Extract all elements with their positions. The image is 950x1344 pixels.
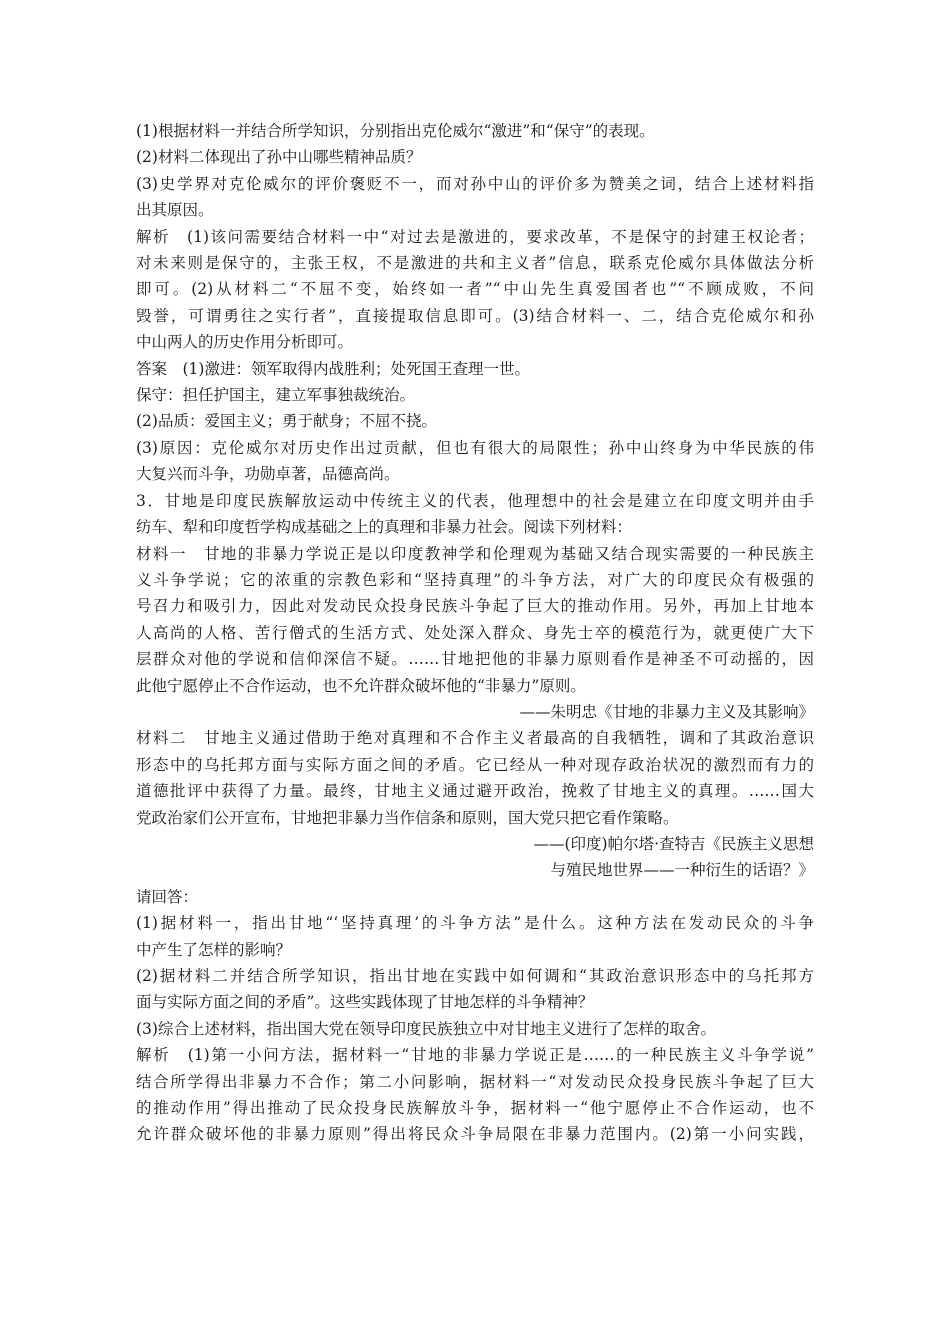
text-line: (3)原因：克伦威尔对历史作出过贡献，但也有很大的局限性；孙中山终身为中华民族的伟	[136, 438, 814, 457]
text-line: 人高尚的人格、苦行僧式的生活方式、处处深入群众、身先士卒的模范行为，就更使广大下	[136, 623, 814, 642]
text-line: 与殖民地世界——一种衍生的话语？》	[550, 861, 814, 880]
text-line: ——(印度)帕尔塔·查特吉《民族主义思想	[533, 834, 814, 853]
text-line: (1)根据材料一并结合所学知识，分别指出克伦威尔“激进”和“保守”的表现。	[136, 122, 655, 140]
text-line: 义斗争学说；它的浓重的宗教色彩和“坚持真理”的斗争方法，对广大的印度民众有极强的	[136, 570, 814, 589]
text-line: 毁誉，可谓勇往之实行者”，直接提取信息即可。(3)结合材料一、二，结合克伦威尔和孙	[136, 306, 814, 325]
text-line: 材料一 甘地的非暴力学说正是以印度教神学和伦理观为基础又结合现实需要的一种民族主	[136, 544, 814, 563]
text-line: 党政治家们公开宣布，甘地把非暴力当作信条和原则，国大党只把它看作策略。	[136, 808, 679, 827]
text-line: 大复兴而斗争，功勋卓著，品德高尚。	[136, 465, 400, 484]
text-line: 的推动作用”得出推动了民众投身民族解放斗争，据材料一“他宁愿停止不合作运动，也不	[136, 1099, 814, 1118]
text-line: 形态中的乌托邦方面与实际方面之间的矛盾。它已经从一种对现存政治状况的激烈而有力的	[136, 755, 814, 774]
text-line: (2)品质：爱国主义；勇于献身；不屈不挠。	[136, 412, 437, 431]
text-line: (2)据材料二并结合所学知识，指出甘地在实践中如何调和“其政治意识形态中的乌托邦方	[136, 967, 814, 985]
text-line: 此他宁愿停止不合作运动，也不允许群众破坏他的“非暴力”原则。	[136, 676, 586, 695]
text-line: 纺车、犁和印度哲学构成基础之上的真理和非暴力社会。阅读下列材料：	[136, 518, 633, 537]
text-line: 中山两人的历史作用分析即可。	[136, 333, 354, 352]
text-line: (3)综合上述材料，指出国大党在领导印度民族独立中对甘地主义进行了怎样的取舍。	[136, 1019, 716, 1038]
text-line: (2)材料二体现出了孙中山哪些精神品质？	[136, 148, 422, 167]
text-line: 层群众对他的学说和信仰深信不疑。……甘地把他的非暴力原则看作是神圣不可动摇的，因	[136, 650, 814, 669]
text-line: 中产生了怎样的影响？	[136, 940, 292, 959]
text-line: 号召力和吸引力，因此对发动民众投身民族斗争起了巨大的推动作用。另外，再加上甘地本	[136, 597, 814, 616]
text-line: 请回答：	[136, 887, 199, 906]
text-line: 解析 (1)该问需要结合材料一中“对过去是激进的，要求改革，不是保守的封建王权论者；	[136, 227, 814, 246]
text-line: 道德批评中获得了力量。最终，甘地主义通过避开政治，挽救了甘地主义的真理。……国大	[136, 782, 814, 801]
text-line: 出其原因。	[136, 201, 214, 220]
text-line: 保守：担任护国主，建立军事独裁统治。	[136, 386, 416, 405]
text-line: 允许群众破坏他的非暴力原则”得出将民众斗争局限在非暴力范围内。(2)第一小问实践，	[136, 1125, 814, 1144]
text-line: 结合所学得出非暴力不合作；第二小问影响，据材料一“对发动民众投身民族斗争起了巨大	[136, 1072, 814, 1091]
text-line: 材料二 甘地主义通过借助于绝对真理和不合作主义者最高的自我牺牲，调和了其政治意识	[136, 729, 814, 748]
text-line: 对未来则是保守的，主张王权，不是激进的共和主义者”信息，联系克伦威尔具体做法分析	[136, 254, 814, 273]
text-line: 3．甘地是印度民族解放运动中传统主义的代表，他理想中的社会是建立在印度文明并由手	[136, 491, 814, 510]
text-line: 面与实际方面之间的矛盾”。这些实践体现了甘地怎样的斗争精神？	[136, 993, 594, 1012]
text-line: 解析 (1)第一小问方法，据材料一“甘地的非暴力学说正是……的一种民族主义斗争学说”	[136, 1046, 814, 1065]
text-line: (3)史学界对克伦威尔的评价褒贬不一，而对孙中山的评价多为赞美之词，结合上述材料指	[136, 174, 814, 193]
text-line: 即可。(2)从材料二“不屈不变，始终如一者”“中山先生真爱国者也”“不顾成败，不问	[136, 280, 814, 299]
text-line: ——朱明忠《甘地的非暴力主义及其影响》	[519, 702, 814, 721]
text-line: 答案 (1)激进：领军取得内战胜利；处死国王查理一世。	[136, 359, 530, 378]
text-line: (1)据材料一，指出甘地“‘坚持真理’的斗争方法”是什么。这种方法在发动民众的斗争	[136, 914, 814, 933]
